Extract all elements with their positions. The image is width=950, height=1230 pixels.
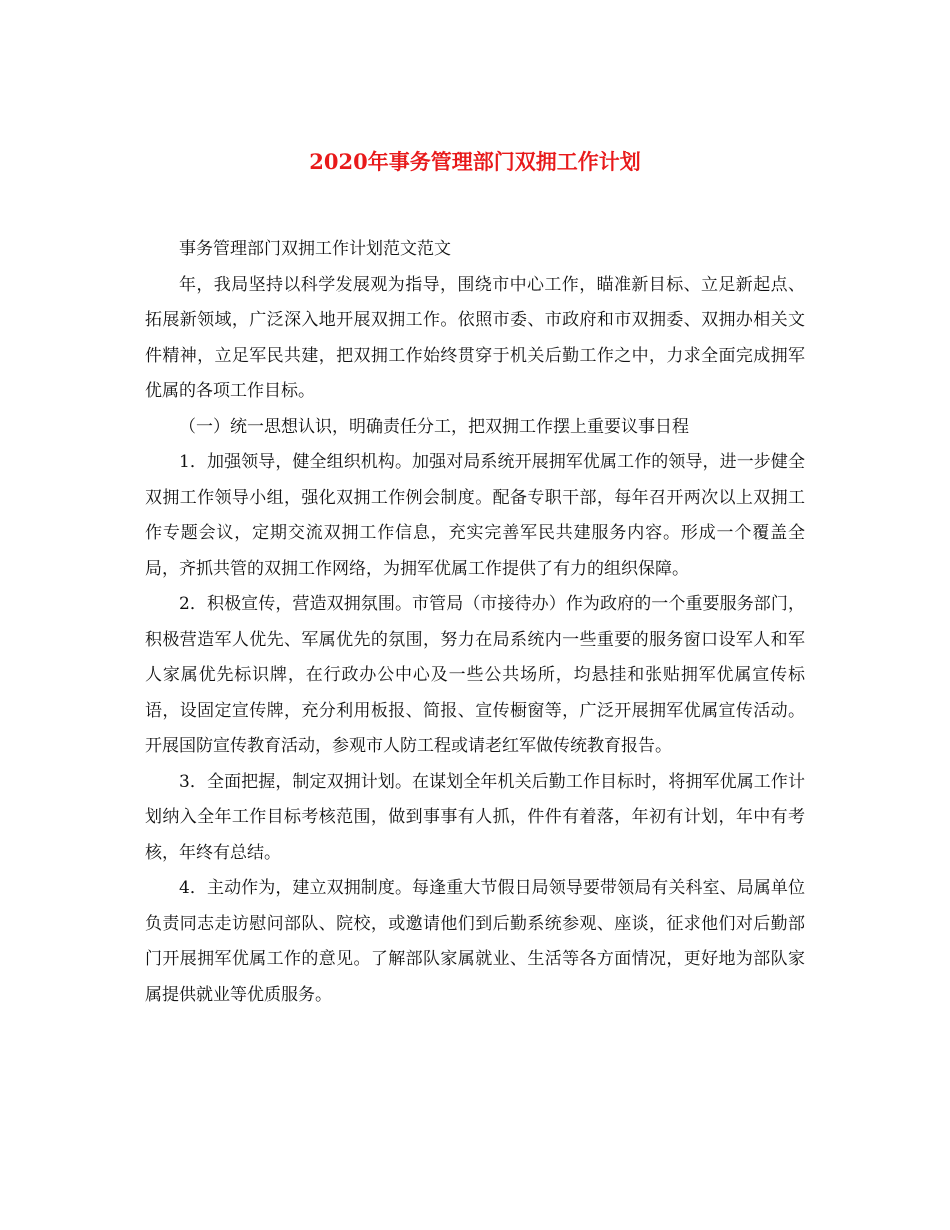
paragraph-intro: 年，我局坚持以科学发展观为指导，围绕市中心工作，瞄准新目标、立足新起点、拓展新领域，广泛深入地开展双拥工作。依照市委、市政府和市双拥委、双拥办相关文件精神，立足军民共建，把双拥工作始终贯穿于机关后勤工作之中，力求全面完成拥军优属的各项工作目标。 [145, 274, 805, 401]
paragraph-item-2: 2．积极宣传，营造双拥氛围。市管局（市接待办）作为政府的一个重要服务部门，积极营造军人优先、军属优先的氛围，努力在局系统内一些重要的服务窗口设军人和军人家属优先标识牌，在行政办公中心及一些公共场所，均悬挂和张贴拥军优属宣传标语，设固定宣传牌，充分利用板报、简报、宣传橱窗等，广泛开展拥军优属宣传活动。开展国防宣传教育活动，参观市人防工程或请老红军做传统教育报告。 [145, 594, 805, 756]
document-title: 2020年事务管理部门双拥工作计划 [309, 149, 641, 174]
section-heading: （一）统一思想认识，明确责任分工，把双拥工作摆上重要议事日程 [179, 416, 689, 437]
document-body [145, 232, 805, 1013]
paragraph-item-1: 1．加强领导，健全组织机构。加强对局系统开展拥军优属工作的领导，进一步健全双拥工作领导小组，强化双拥工作例会制度。配备专职干部，每年召开两次以上双拥工作专题会议，定期交流双拥工作信息，充实完善军民共建服务内容。形成一个覆盖全局，齐抓共管的双拥工作网络，为拥军优属工作提供了有力的组织保障。 [145, 452, 805, 579]
paragraph-item-3: 3．全面把握，制定双拥计划。在谋划全年机关后勤工作目标时，将拥军优属工作计划纳入全年工作目标考核范围，做到事事有人抓，件件有着落，年初有计划，年中有考核，年终有总结。 [145, 771, 805, 863]
paragraph-item-4: 4．主动作为，建立双拥制度。每逢重大节假日局领导要带领局有关科室、局属单位负责同志走访慰问部队、院校，或邀请他们到后勤系统参观、座谈，征求他们对后勤部门开展拥军优属工作的意见。了解部队家属就业、生活等各方面情况，更好地为部队家属提供就业等优质服务。 [145, 878, 805, 1005]
paragraph-subtitle: 事务管理部门双拥工作计划范文范文 [179, 239, 451, 259]
